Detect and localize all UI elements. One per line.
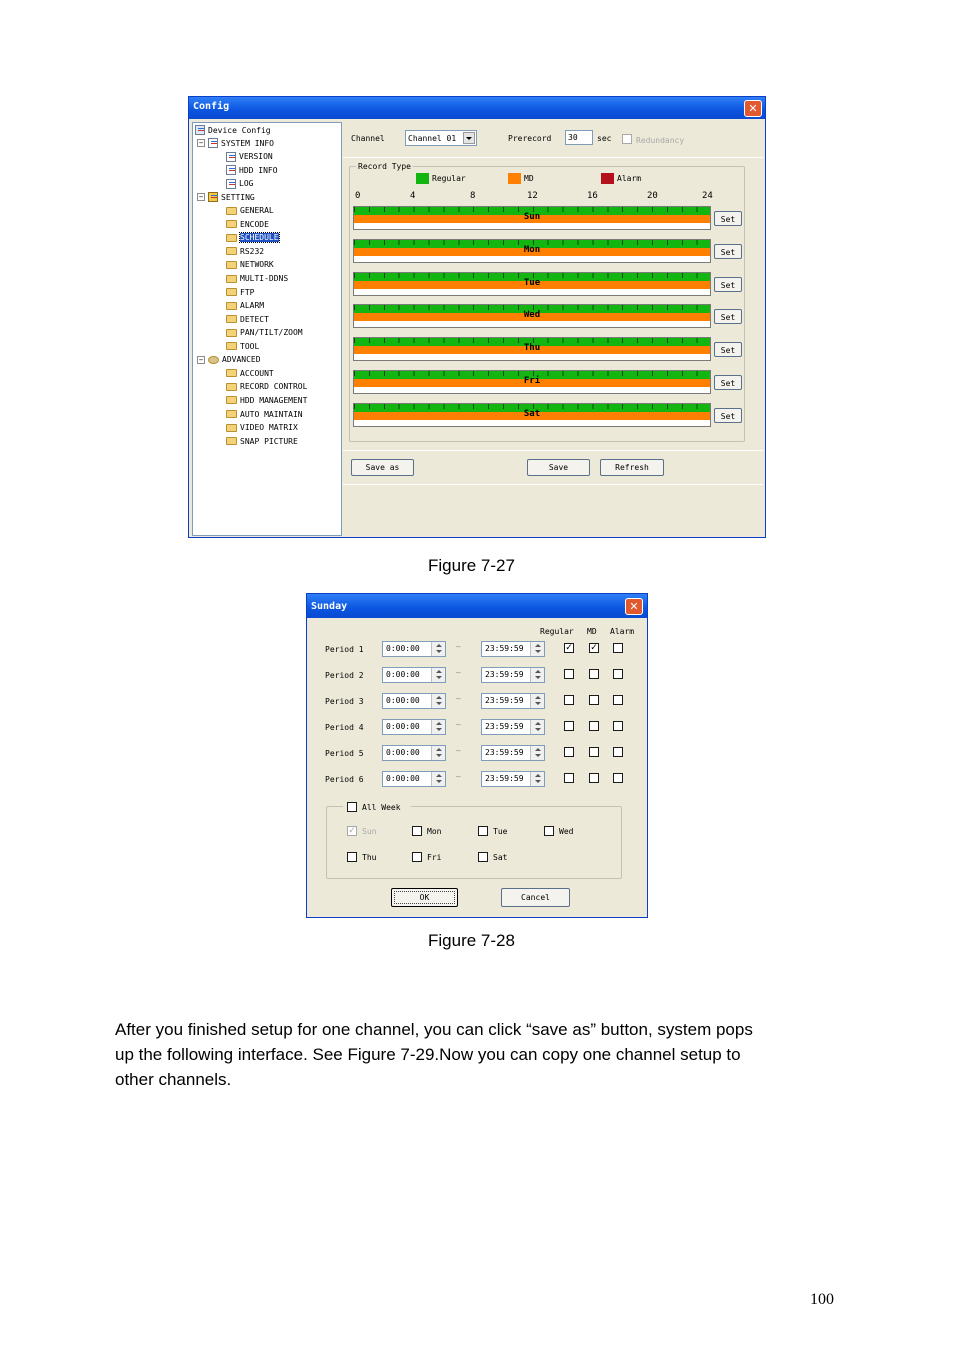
period-alarm-checkbox[interactable]: [613, 643, 623, 653]
tree-item-label: RECORD CONTROL: [240, 382, 308, 392]
period-alarm-checkbox[interactable]: [613, 669, 623, 679]
all-week-group: [326, 806, 622, 879]
chevron-down-icon: [463, 132, 475, 144]
end-time-value: 23:59:59: [485, 670, 524, 679]
set-button-mon[interactable]: Set: [714, 244, 742, 259]
period-regular-checkbox[interactable]: ✓: [565, 643, 573, 653]
folder-icon: [226, 342, 237, 350]
prerecord-value: 30: [568, 133, 578, 142]
folder-icon: [226, 383, 237, 391]
folder-icon: [226, 275, 237, 283]
tree-item-label: SNAP PICTURE: [240, 436, 298, 446]
hour-tick-label: 20: [647, 191, 658, 201]
period-end-time[interactable]: [481, 771, 545, 787]
tree-item-label: HDD INFO: [239, 165, 278, 175]
document-icon: [208, 138, 218, 148]
legend-label-1: MD: [524, 174, 534, 183]
period-regular-checkbox[interactable]: [564, 721, 574, 731]
schedule-bar-mon[interactable]: [353, 239, 711, 263]
all-week-checkbox[interactable]: [347, 802, 357, 812]
tree-item-9[interactable]: [226, 259, 274, 271]
divider-bottom: [343, 450, 763, 451]
weekday-label: Tue: [493, 827, 508, 836]
spin-arrows-icon[interactable]: [530, 668, 544, 682]
schedule-bar-sun[interactable]: [353, 206, 711, 230]
period-dash: —: [456, 668, 461, 677]
hour-tick-label: 4: [410, 191, 416, 201]
tree-item-label: SYSTEM INFO: [221, 138, 274, 148]
body-paragraph: [115, 1017, 855, 1092]
spin-arrows-icon[interactable]: [530, 694, 544, 708]
set-button-sat[interactable]: Set: [714, 408, 742, 423]
document-icon: [226, 152, 236, 162]
folder-icon: [226, 234, 237, 242]
set-button-fri[interactable]: Set: [714, 375, 742, 390]
column-header-regular: Regular: [540, 627, 574, 636]
tools-icon: [208, 356, 219, 364]
legend-swatch-2: [601, 173, 614, 184]
figure-caption-2: Figure 7-28: [428, 931, 515, 950]
start-time-value: 0:00:00: [386, 722, 420, 731]
folder-icon: [226, 315, 237, 323]
weekday-checkbox-fri[interactable]: [412, 852, 422, 862]
day-label: Mon: [523, 244, 541, 255]
set-button-tue[interactable]: Set: [714, 277, 742, 292]
close-icon[interactable]: ✕: [625, 598, 643, 615]
tree-item-label: ENCODE: [240, 219, 269, 229]
period-label: Period 3: [325, 697, 364, 706]
settings-icon: [208, 192, 218, 202]
day-label: Fri: [523, 376, 541, 386]
tree-item-1[interactable]: [226, 151, 273, 163]
set-button-wed[interactable]: Set: [714, 309, 742, 324]
tree-item-label: NETWORK: [240, 260, 274, 270]
spin-arrows-icon[interactable]: [530, 772, 544, 786]
weekday-label: Thu: [362, 853, 377, 862]
paragraph-line-2: up the following interface. See Figure 7-29.Now you can copy one channel setup to: [115, 1045, 741, 1064]
folder-icon: [226, 261, 237, 269]
legend-swatch-0: [416, 173, 429, 184]
period-dash: —: [456, 746, 461, 755]
start-time-value: 0:00:00: [386, 774, 420, 783]
day-label: Sat: [523, 408, 541, 419]
collapse-icon[interactable]: −: [198, 355, 204, 364]
period-end-time[interactable]: [481, 641, 545, 657]
spin-arrows-icon[interactable]: [530, 720, 544, 734]
period-md-checkbox[interactable]: [589, 721, 599, 731]
weekday-checkbox-mon[interactable]: [412, 826, 422, 836]
hour-tick-label: 24: [702, 191, 713, 201]
folder-icon: [226, 329, 237, 337]
tree-item-21[interactable]: [226, 422, 298, 434]
collapse-icon[interactable]: −: [198, 139, 204, 147]
tree-item-12[interactable]: [226, 300, 264, 312]
folder-icon: [226, 302, 237, 310]
tree-item-16[interactable]: [197, 354, 261, 366]
period-start-time[interactable]: [382, 771, 446, 787]
spin-arrows-icon[interactable]: [431, 642, 445, 656]
set-button-thu[interactable]: Set: [714, 342, 742, 357]
legend-swatch-1: [508, 173, 521, 184]
tree-item-label: ALARM: [240, 301, 265, 311]
tree-item-label: DETECT: [240, 314, 269, 324]
redundancy-checkbox[interactable]: [622, 134, 632, 144]
tree-item-6[interactable]: [226, 218, 269, 230]
period-start-time[interactable]: [382, 641, 446, 657]
period-start-time[interactable]: [382, 745, 446, 761]
folder-icon: [226, 247, 237, 255]
tree-item-5[interactable]: [226, 205, 274, 217]
collapse-icon[interactable]: −: [198, 193, 204, 202]
period-md-checkbox[interactable]: [589, 695, 599, 705]
hour-tick-label: 16: [587, 191, 598, 201]
tree-item-4[interactable]: [197, 191, 255, 203]
folder-icon: [226, 369, 237, 377]
tree-item-15[interactable]: [226, 340, 259, 352]
cancel-button[interactable]: Cancel: [501, 888, 570, 907]
start-time-value: 0:00:00: [386, 644, 420, 653]
period-alarm-checkbox[interactable]: [613, 695, 623, 705]
config-titlebar: [189, 97, 765, 119]
period-label: Period 1: [325, 645, 364, 654]
day-label: Thu: [523, 343, 541, 354]
legend-label-0: Regular: [432, 174, 466, 183]
period-end-time[interactable]: [481, 667, 545, 683]
period-md-checkbox[interactable]: [589, 669, 599, 679]
sunday-titlebar: [307, 594, 647, 618]
period-alarm-checkbox[interactable]: [613, 773, 623, 783]
page-number: 100: [810, 1291, 834, 1308]
end-time-value: 23:59:59: [485, 644, 524, 653]
start-time-value: 0:00:00: [386, 748, 420, 757]
tree-item-label: VERSION: [239, 152, 273, 162]
period-start-time[interactable]: [382, 693, 446, 709]
weekday-label: Sat: [493, 853, 508, 862]
period-dash: —: [456, 772, 461, 781]
tree-root-label: Device Config: [208, 125, 271, 135]
tree-item-17[interactable]: [226, 367, 274, 379]
start-time-value: 0:00:00: [386, 696, 420, 705]
paragraph-line-1: After you finished setup for one channel, you can click “save as” button, system pops: [115, 1020, 753, 1039]
weekday-checkbox-wed[interactable]: [544, 826, 554, 836]
schedule-bar-wed[interactable]: [353, 304, 711, 328]
tree-item-label: ACCOUNT: [240, 368, 274, 378]
hour-tick-label: 8: [470, 191, 476, 201]
period-label: Period 2: [325, 671, 364, 680]
hour-tick-label: 12: [527, 191, 538, 201]
period-md-checkbox[interactable]: [589, 747, 599, 757]
period-end-time[interactable]: [481, 693, 545, 709]
day-label: Tue: [523, 277, 541, 288]
weekday-label: Fri: [427, 853, 442, 862]
weekday-label: Mon: [427, 827, 442, 836]
divider-top: [343, 157, 763, 158]
tree-item-label: LOG: [239, 179, 254, 189]
tree-root[interactable]: [195, 124, 271, 136]
paragraph-line-3: other channels.: [115, 1070, 232, 1089]
tree-item-label: FTP: [240, 287, 255, 297]
schedule-bar-tue[interactable]: [353, 272, 711, 296]
tree-item-label: TOOL: [240, 341, 260, 351]
computer-icon: [195, 125, 205, 135]
sunday-title: Sunday: [311, 601, 348, 612]
close-icon[interactable]: ✕: [744, 100, 762, 117]
record-type-label: Record Type: [358, 162, 411, 171]
tree-item-2[interactable]: [226, 164, 278, 176]
weekday-checkbox-tue[interactable]: [478, 826, 488, 836]
tree-item-7[interactable]: [226, 232, 279, 244]
tree-item-22[interactable]: [226, 435, 298, 447]
period-start-time[interactable]: [382, 667, 446, 683]
tree-item-18[interactable]: [226, 381, 307, 393]
period-label: Period 5: [325, 749, 364, 758]
period-label: Period 6: [325, 775, 364, 784]
folder-icon: [226, 288, 237, 296]
refresh-button[interactable]: Refresh: [600, 459, 664, 476]
period-alarm-checkbox[interactable]: [613, 721, 623, 731]
tree-item-label: PAN/TILT/ZOOM: [240, 328, 303, 338]
tree-item-label: ADVANCED: [222, 355, 261, 365]
folder-icon: [226, 437, 237, 445]
weekday-checkbox-thu[interactable]: [347, 852, 357, 862]
tree-item-10[interactable]: [226, 273, 288, 285]
prerecord-unit: sec: [597, 134, 612, 143]
tree-item-label: MULTI-DDNS: [240, 274, 289, 283]
day-label: Wed: [523, 310, 541, 321]
all-week-label: All Week: [362, 803, 401, 812]
end-time-value: 23:59:59: [485, 748, 524, 757]
prerecord-input[interactable]: [565, 130, 593, 145]
period-regular-checkbox[interactable]: [564, 747, 574, 757]
hour-tick-label: 0: [355, 191, 361, 201]
document-icon: [226, 179, 236, 189]
save-button[interactable]: Save: [527, 459, 590, 476]
period-end-time[interactable]: [481, 719, 545, 735]
tree-item-20[interactable]: [226, 408, 303, 420]
folder-icon: [226, 220, 237, 228]
prerecord-label: Prerecord: [508, 134, 552, 143]
period-label: Period 4: [325, 723, 364, 732]
tree-item-label: SCHEDULE: [240, 233, 279, 243]
legend-label-2: Alarm: [617, 174, 642, 183]
tree-item-0[interactable]: [197, 137, 274, 149]
spin-arrows-icon[interactable]: [431, 720, 445, 734]
start-time-value: 0:00:00: [386, 670, 420, 679]
spin-arrows-icon[interactable]: [431, 694, 445, 708]
spin-arrows-icon[interactable]: [431, 772, 445, 786]
config-title: Config: [193, 101, 230, 112]
end-time-value: 23:59:59: [485, 722, 524, 731]
channel-select[interactable]: [405, 130, 477, 146]
spin-arrows-icon[interactable]: [431, 668, 445, 682]
period-regular-checkbox[interactable]: [564, 669, 574, 679]
tree-item-11[interactable]: [226, 286, 254, 298]
schedule-bar-fri[interactable]: [353, 370, 711, 394]
weekday-label: Sun: [362, 827, 377, 836]
column-header-alarm: Alarm: [610, 627, 635, 636]
figure-caption-1: Figure 7-27: [428, 556, 515, 575]
end-time-value: 23:59:59: [485, 774, 524, 783]
period-regular-checkbox[interactable]: [564, 773, 574, 783]
tree-item-8[interactable]: [226, 245, 264, 257]
period-regular-checkbox[interactable]: [564, 695, 574, 705]
channel-label: Channel: [351, 134, 385, 143]
save-as-button[interactable]: Save as: [351, 459, 414, 476]
spin-arrows-icon[interactable]: [530, 642, 544, 656]
weekday-checkbox-sun[interactable]: ✓: [348, 826, 356, 836]
tree-item-label: AUTO MAINTAIN: [240, 409, 303, 419]
schedule-bar-sat[interactable]: [353, 403, 711, 427]
period-start-time[interactable]: [382, 719, 446, 735]
tree-item-label: VIDEO MATRIX: [240, 423, 298, 433]
period-dash: —: [456, 720, 461, 729]
folder-icon: [226, 207, 237, 215]
period-alarm-checkbox[interactable]: [613, 747, 623, 757]
column-header-md: MD: [587, 627, 597, 636]
set-button-sun[interactable]: Set: [714, 211, 742, 226]
folder-icon: [226, 410, 237, 418]
redundancy-label: Redundancy: [636, 136, 685, 145]
period-end-time[interactable]: [481, 745, 545, 761]
period-dash: —: [456, 694, 461, 703]
period-md-checkbox[interactable]: ✓: [590, 643, 598, 653]
day-label: Sun: [523, 212, 541, 222]
tree-item-3[interactable]: [226, 178, 253, 190]
period-md-checkbox[interactable]: [589, 773, 599, 783]
tree-item-label: SETTING: [221, 192, 255, 202]
tree-item-label: HDD MANAGEMENT: [240, 395, 308, 405]
tree-item-14[interactable]: [226, 327, 303, 339]
channel-select-value: Channel 01: [408, 134, 457, 143]
folder-icon: [226, 396, 237, 404]
tree-item-label: RS232: [240, 246, 265, 256]
tree-item-13[interactable]: [226, 313, 269, 325]
weekday-checkbox-sat[interactable]: [478, 852, 488, 862]
weekday-label: Wed: [559, 827, 574, 836]
period-dash: —: [456, 642, 461, 651]
schedule-bar-thu[interactable]: [353, 337, 711, 361]
document-icon: [226, 165, 236, 175]
tree-item-label: GENERAL: [240, 206, 274, 216]
ok-button[interactable]: OK: [391, 888, 458, 907]
end-time-value: 23:59:59: [485, 696, 524, 705]
spin-arrows-icon[interactable]: [431, 746, 445, 760]
spin-arrows-icon[interactable]: [530, 746, 544, 760]
tree-item-19[interactable]: [226, 394, 307, 406]
folder-icon: [226, 424, 237, 432]
divider-footer: [343, 484, 763, 485]
